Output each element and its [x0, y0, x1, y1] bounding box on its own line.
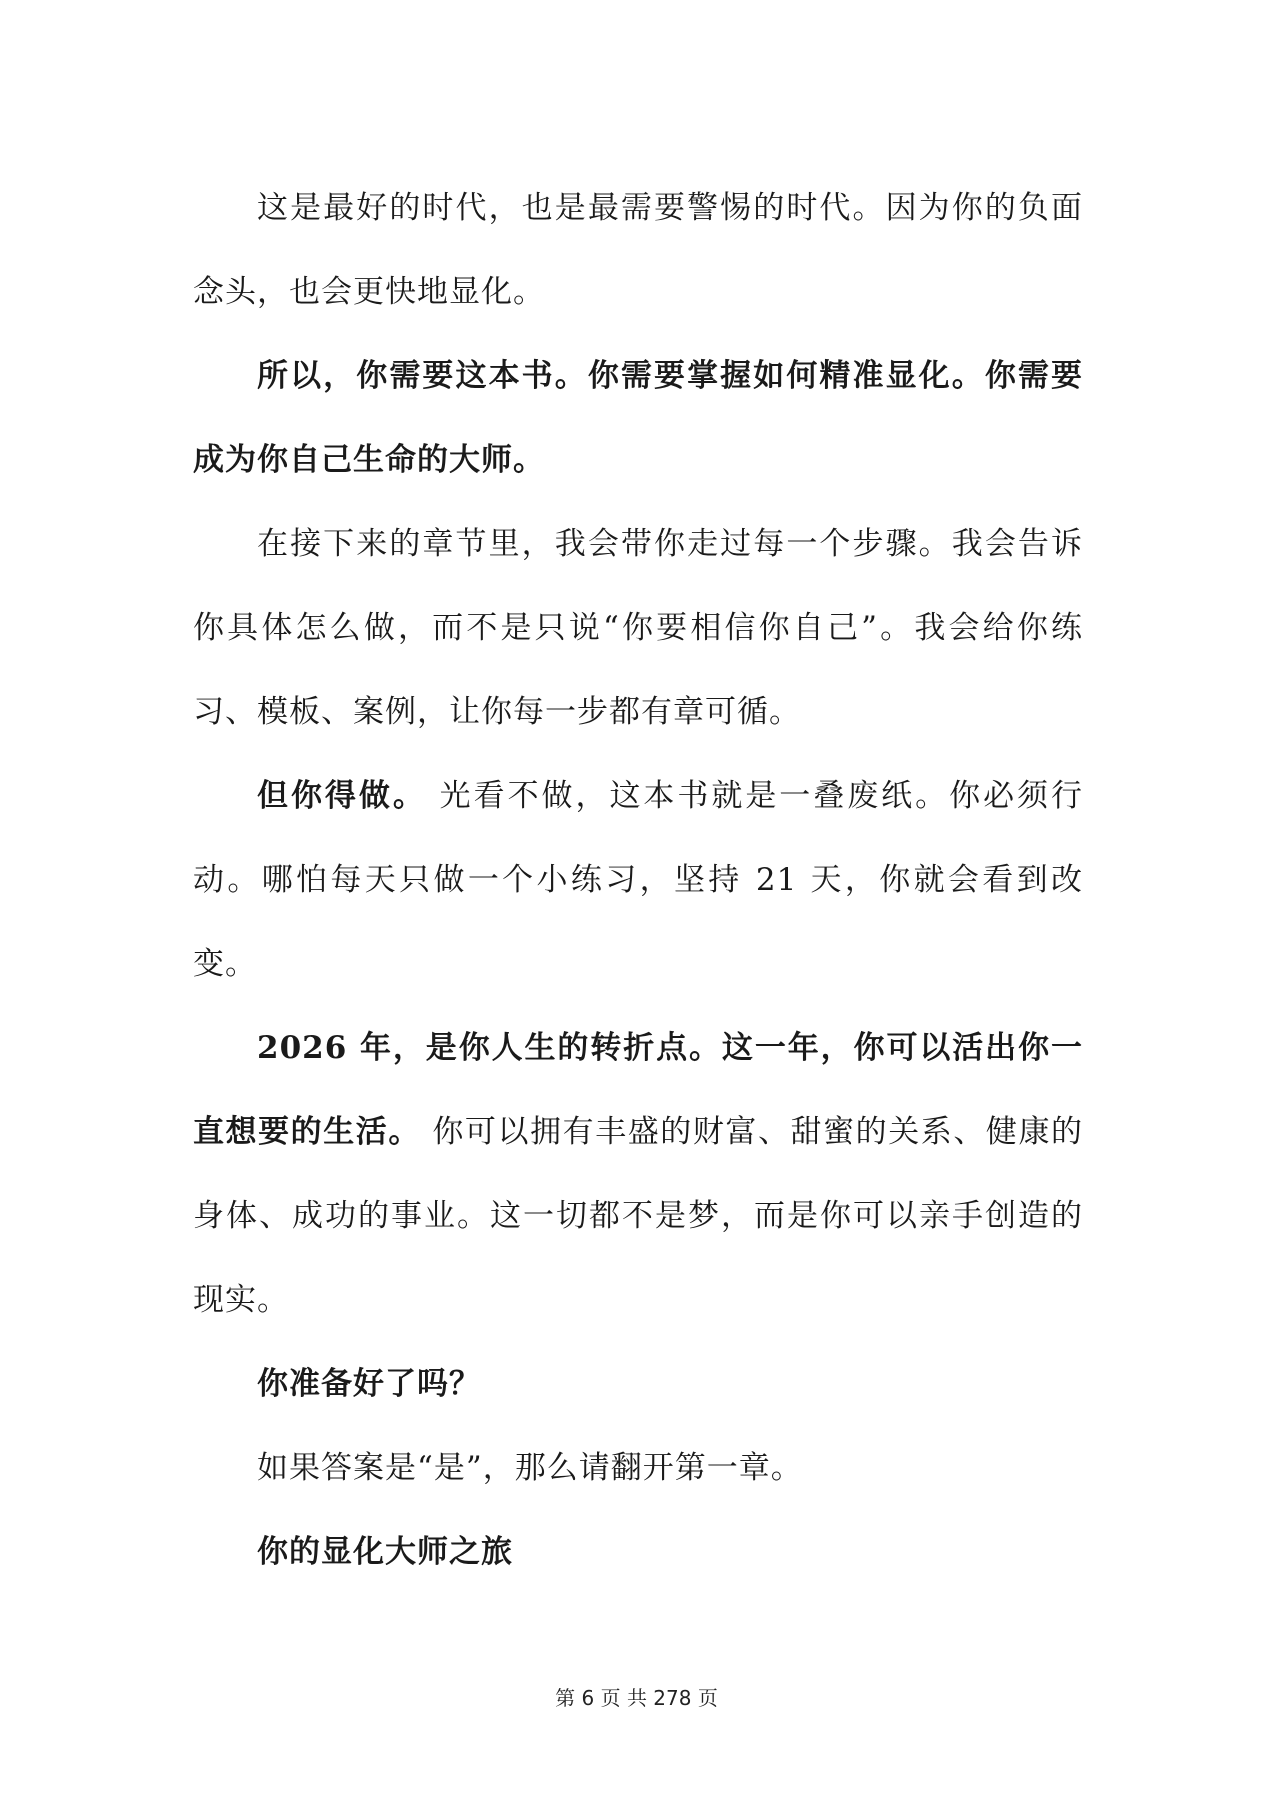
paragraph-6-bold: 你准备好了吗？: [257, 1366, 481, 1402]
paragraph-4: [193, 754, 1083, 1006]
paragraph-1-text: 这是最好的时代，也是最需要警惕的时代。因为你的负面念头，也会更快地显化。: [193, 190, 1083, 310]
paragraph-6: [193, 1342, 1083, 1426]
paragraph-5-text: 你可以拥有丰盛的财富、甜蜜的关系、健康的身体、成功的事业。这一切都不是梦，而是你可以亲手创造的现实。: [193, 1114, 1084, 1318]
page-number-footer: 第 6 页 共 278 页: [555, 1686, 718, 1710]
paragraph-7: [193, 1426, 1083, 1510]
paragraph-1: [193, 166, 1083, 334]
paragraph-5-bold: 2026 年，是你人生的转折点。这一年，你可以活出你一直想要的生活。: [193, 1030, 1083, 1150]
paragraph-7-text: 如果答案是“是”，那么请翻开第一章。: [257, 1450, 803, 1486]
paragraph-4-text: 光看不做，这本书就是一叠废纸。你必须行动。哪怕每天只做一个小练习，坚持 21 天，你就会看到改变。: [193, 778, 1083, 982]
paragraph-3: [193, 502, 1083, 754]
paragraph-5: [193, 1006, 1083, 1342]
paragraph-3-text: 在接下来的章节里，我会带你走过每一个步骤。我会告诉你具体怎么做，而不是只说“你要相信你自己”。我会给你练习、模板、案例，让你每一步都有章可循。: [193, 526, 1083, 730]
body-text: [193, 166, 1083, 1594]
paragraph-2-bold: 所以，你需要这本书。你需要掌握如何精准显化。你需要成为你自己生命的大师。: [193, 358, 1083, 478]
paragraph-2: [193, 334, 1083, 502]
paragraph-8-bold: 你的显化大师之旅: [257, 1534, 513, 1570]
paragraph-8: [193, 1510, 1083, 1594]
paragraph-4-bold: 但你得做。: [257, 778, 427, 814]
